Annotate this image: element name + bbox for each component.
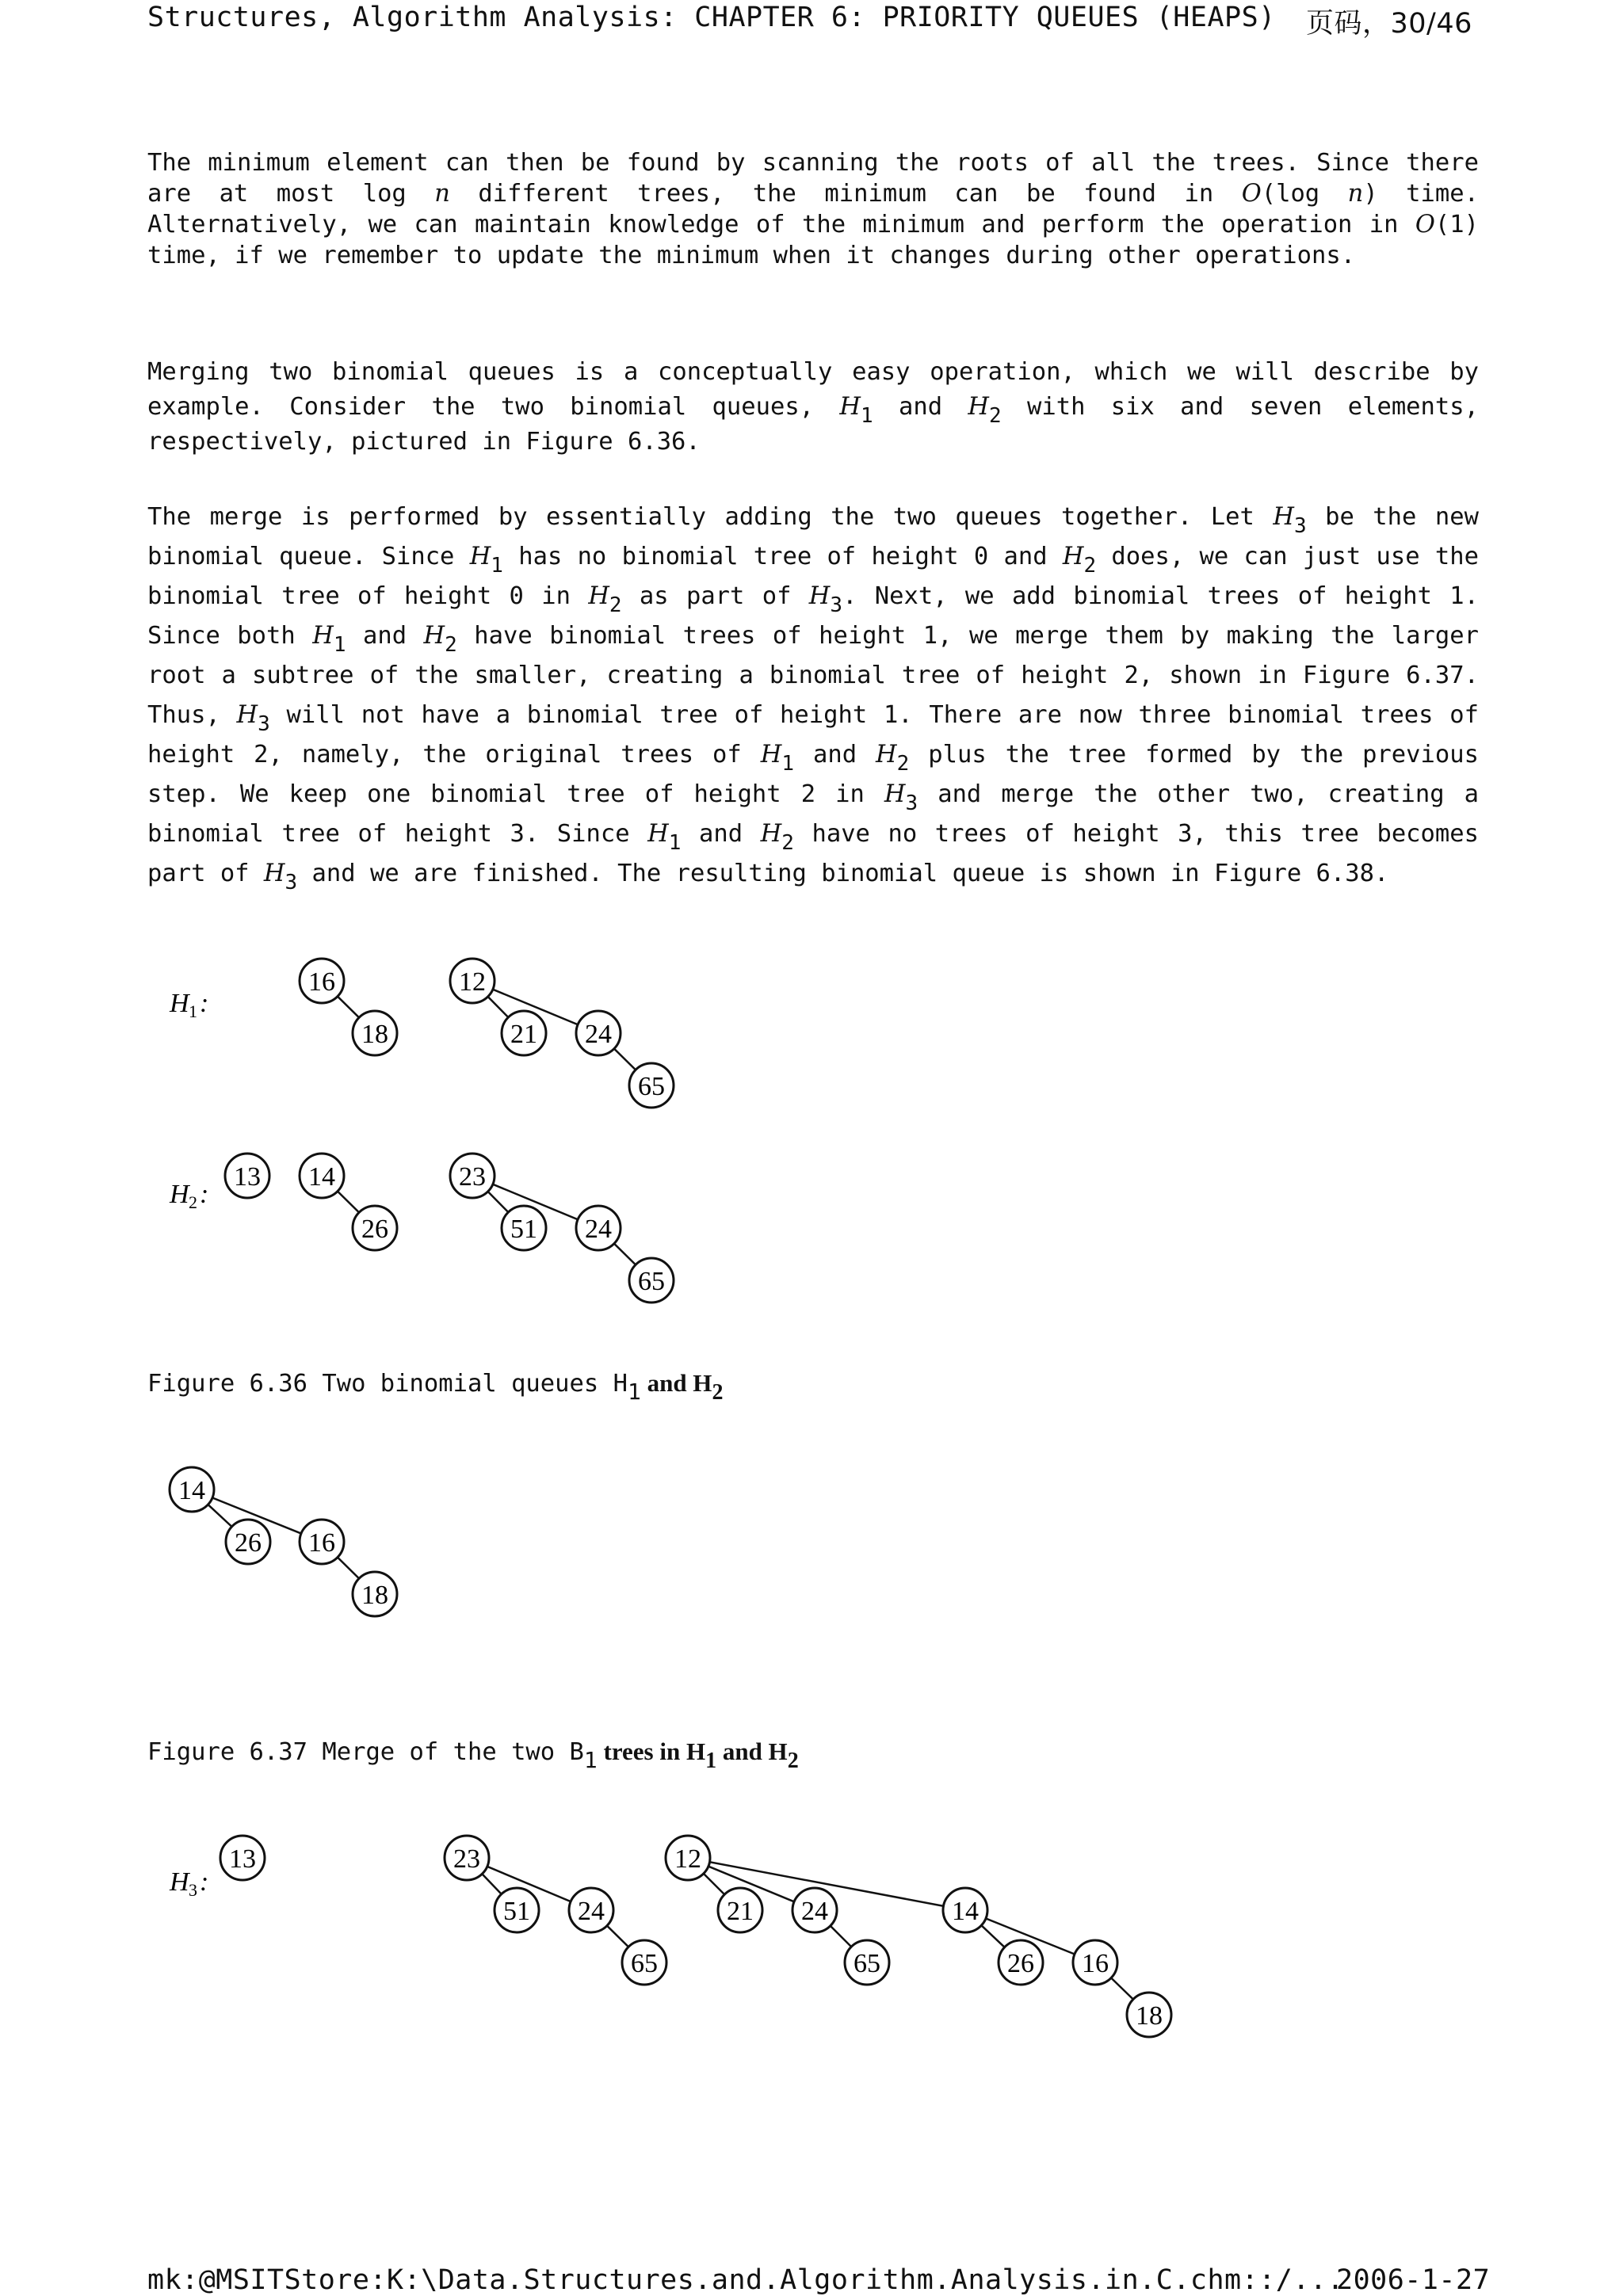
svg-text:23: 23: [459, 1162, 486, 1192]
figure-6-36-diagram: [0, 943, 713, 1323]
svg-text:13: 13: [229, 1844, 256, 1874]
svg-text:24: 24: [578, 1897, 605, 1926]
h3-label-subscript: 3: [189, 1880, 197, 1900]
svg-text:24: 24: [585, 1020, 612, 1049]
tree-node: [629, 1063, 674, 1108]
paragraph-merge-intro: Merging two binomial queues is a conceptually easy operation, which we will describe by example. Consider the two binomial queues, $H_1$ and $H_2$ with six and seven elements, respectively, pictured in Figure 6.36.: [147, 358, 1479, 456]
svg-text:51: 51: [503, 1897, 530, 1926]
figure-6-38-diagram: [0, 1822, 1268, 2060]
svg-text:65: 65: [854, 1949, 880, 1978]
tree-node: [225, 1154, 269, 1198]
svg-text:12: 12: [459, 967, 486, 997]
svg-text:18: 18: [1136, 2001, 1163, 2031]
h3-label-colon: :: [200, 1867, 209, 1897]
tree-node: [502, 1206, 546, 1250]
tree-node: [792, 1888, 837, 1932]
h1-label-colon: :: [200, 989, 209, 1018]
h2-label-subscript: 2: [189, 1192, 197, 1212]
tree-node: [300, 1154, 344, 1198]
tree-node: [450, 959, 495, 1003]
svg-text:24: 24: [801, 1897, 828, 1926]
figure-6-37-diagram: [0, 1458, 475, 1640]
footer-source-path: mk:@MSITStore:K:\Data.Structures.and.Algorithm.Analysis.in.C.chm::/...: [147, 2264, 1345, 2296]
tree-node: [300, 959, 344, 1003]
tree-node: [718, 1888, 762, 1932]
paragraph-merge-process: The merge is performed by essentially adding the two queues together. Let $H_3$ be the new binomial queue. Since $H_1$ has no binomial tree of height 0 and $H_2$ does, we can just use the binomial tree of height 0 in $H_2$ as part of $H_3$. Next, we add binomial trees of height 1. Since both $H_1$ and $H_2$ have binomial trees of height 1, we merge them by making the larger root a subtree of the smaller, creating a binomial tree of height 2, shown in Figure 6.37. Thus, $H_3$ will not have a binomial tree of height 1. There are now three binomial trees of height 2, namely, the original trees of $H_1$ and $H_2$ plus the tree formed by the previous step. We keep one binomial tree of height 2 in $H_3$ and merge the other two, creating a binomial tree of height 3. Since $H_1$ and $H_2$ have no trees of height 3, this tree becomes part of $H_3$ and we are finished. The resulting binomial queue is shown in Figure 6.38.: [147, 503, 1480, 894]
footer-date: 2006-1-27: [1336, 2264, 1491, 2296]
svg-text:13: 13: [234, 1162, 261, 1192]
h2-label: H: [170, 1180, 189, 1209]
tree-node: [1073, 1940, 1117, 1985]
tree-node: [220, 1836, 265, 1880]
figure-6-37-caption: Figure 6.37 Merge of the two $B_1$ trees in $H_1$ and $H_2$: [147, 1737, 799, 1773]
tree-node: [502, 1011, 546, 1055]
tree-node: [226, 1520, 270, 1564]
tree-node: [1127, 1993, 1171, 2037]
tree-node: [170, 1467, 214, 1512]
svg-text:26: 26: [1007, 1949, 1034, 1978]
page-number-label: 页码，30/46: [1306, 8, 1472, 40]
tree-node: [353, 1206, 397, 1250]
svg-text:18: 18: [361, 1581, 388, 1610]
svg-text:12: 12: [674, 1844, 701, 1874]
tree-node: [569, 1888, 613, 1932]
tree-node: [445, 1836, 489, 1880]
svg-text:21: 21: [727, 1897, 754, 1926]
tree-node: [999, 1940, 1043, 1985]
svg-text:14: 14: [952, 1897, 979, 1926]
tree-node: [353, 1011, 397, 1055]
document-header-title: Structures, Algorithm Analysis: CHAPTER 6: PRIORITY QUEUES (HEAPS): [147, 2, 1276, 33]
svg-text:14: 14: [308, 1162, 335, 1192]
svg-text:16: 16: [308, 967, 335, 997]
svg-text:65: 65: [638, 1072, 665, 1101]
tree-node: [450, 1154, 495, 1198]
h3-label: H: [170, 1867, 189, 1897]
tree-node: [576, 1011, 621, 1055]
svg-text:26: 26: [235, 1528, 262, 1558]
paragraph-find-minimum: The minimum element can then be found by scanning the roots of all the trees. Since there are at most log n different trees, the minimum can be found in O(log n) time. Alternatively, we can maintain knowledge of the minimum and perform the operation in O(1) time, if we remember to update the minimum when it changes during other operations.: [147, 149, 1479, 269]
tree-node: [845, 1940, 889, 1985]
svg-text:24: 24: [585, 1215, 612, 1244]
tree-node: [622, 1940, 666, 1985]
h2-label-colon: :: [200, 1180, 209, 1209]
tree-node: [666, 1836, 710, 1880]
tree-node: [576, 1206, 621, 1250]
svg-text:65: 65: [638, 1267, 665, 1296]
tree-node: [629, 1258, 674, 1302]
svg-text:16: 16: [1082, 1949, 1109, 1978]
tree-node: [495, 1888, 539, 1932]
svg-text:14: 14: [178, 1476, 205, 1505]
tree-node: [353, 1572, 397, 1616]
svg-text:16: 16: [308, 1528, 335, 1558]
h1-label: H: [170, 989, 189, 1018]
svg-text:18: 18: [361, 1020, 388, 1049]
svg-text:65: 65: [631, 1949, 658, 1978]
tree-node: [943, 1888, 987, 1932]
figure-6-36-caption: Figure 6.36 Two binomial queues $H_1$ and $H_2$: [147, 1369, 724, 1405]
h1-label-subscript: 1: [189, 1001, 197, 1021]
svg-text:51: 51: [510, 1215, 537, 1244]
svg-text:21: 21: [510, 1020, 537, 1049]
tree-node: [300, 1520, 344, 1564]
svg-text:26: 26: [361, 1215, 388, 1244]
svg-text:23: 23: [453, 1844, 480, 1874]
